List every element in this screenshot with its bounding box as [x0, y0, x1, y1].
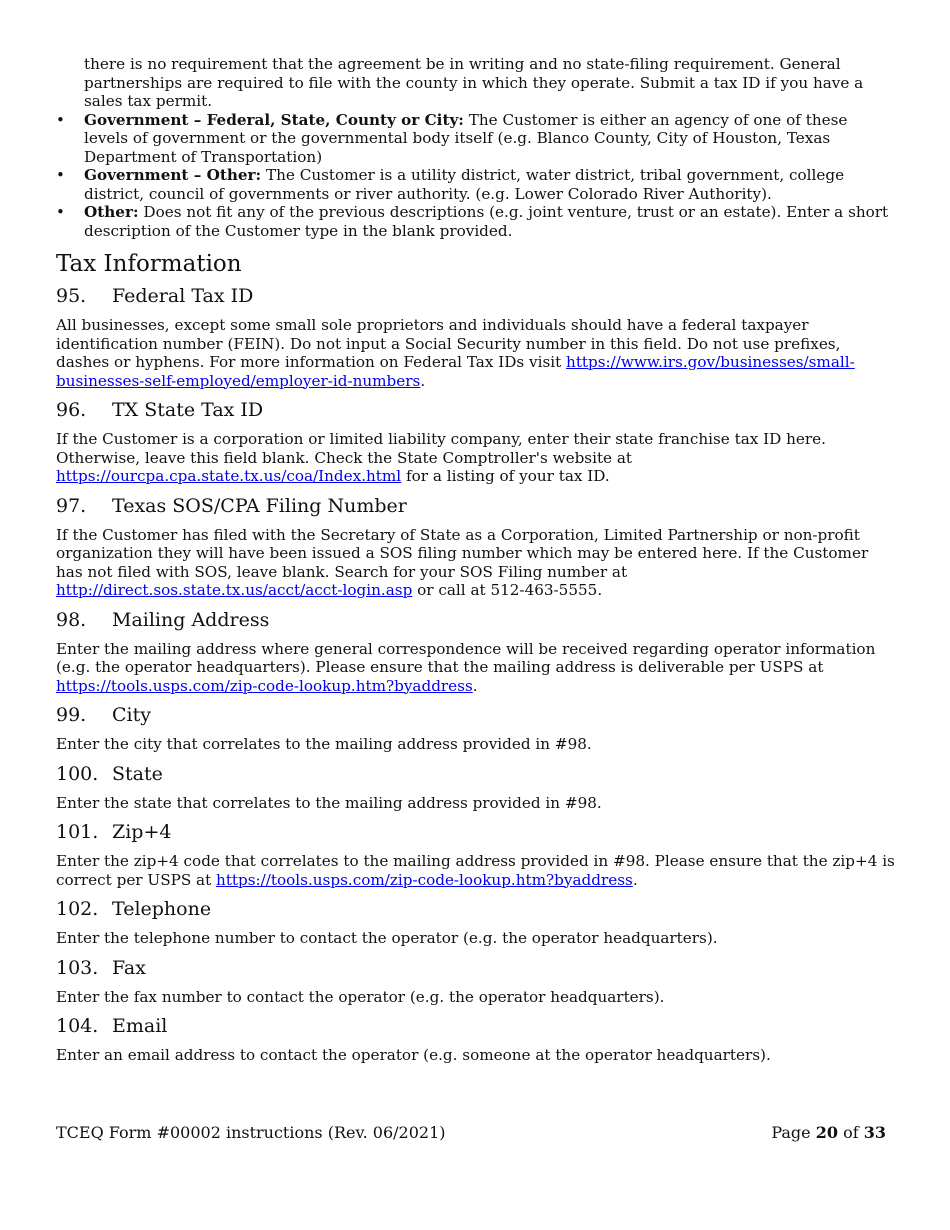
section-title	[56, 898, 896, 921]
section-102	[56, 898, 896, 948]
section-body: Enter the telephone number to contact the operator (e.g. the operator headquarters).	[56, 929, 718, 947]
section-number: 97.	[56, 494, 87, 517]
section-number: 98.	[56, 608, 87, 631]
page-footer	[56, 1123, 886, 1142]
list-item-text: The Customer is a utility district, water district, tribal government, college district, council of governments or river authority. (e.g. Lower Colorado River Authority).	[84, 166, 845, 203]
section-body: Enter the state that correlates to the mailing address provided in #98.	[56, 793, 602, 812]
section-number: 99.	[56, 704, 87, 726]
usps-lookup-link[interactable]: https://tools.usps.com/zip-code-lookup.htm?byaddress	[56, 676, 473, 695]
section-body: Enter an email address to contact the operator (e.g. someone at the operator headquarters).	[56, 1046, 771, 1064]
section-body	[56, 852, 896, 889]
section-body	[56, 316, 896, 390]
section-title	[56, 763, 896, 786]
section-97	[56, 495, 896, 600]
section-title-text: Federal Tax ID	[112, 285, 254, 307]
body-text: .	[632, 870, 638, 889]
body-text: for a listing of your tax ID.	[401, 467, 610, 485]
intro-continuation: there is no requirement that the agreement be in writing and no state-filing requirement. General partnerships are required to file with the county in which they operate. Submit a tax ID if you have a sales tax permit.	[84, 55, 864, 110]
document-page	[56, 55, 896, 1074]
list-item-text: Does not fit any of the previous descriptions (e.g. joint venture, trust or an estate). Enter a short description of the Customer type in the blank provided.	[84, 203, 889, 240]
section-title-text: State	[112, 762, 163, 785]
comptroller-link[interactable]: https://ourcpa.cpa.state.tx.us/coa/Index.html	[56, 467, 402, 485]
section-body	[56, 640, 896, 696]
section-number: 95.	[56, 285, 87, 307]
list-item-term: Government – Federal, State, County or City:	[84, 110, 464, 129]
list-item	[56, 166, 896, 203]
section-title	[56, 399, 896, 422]
list-item	[56, 111, 896, 167]
section-title	[56, 1015, 896, 1038]
section-title-text: Texas SOS/CPA Filing Number	[112, 494, 407, 517]
section-title	[56, 821, 896, 844]
form-revision: TCEQ Form #00002 instructions (Rev. 06/2021)	[56, 1123, 446, 1142]
irs-ein-link[interactable]: https://www.irs.gov/businesses/small-businesses-self-employed/employer-id-numbers	[56, 353, 855, 390]
section-body	[56, 526, 896, 600]
section-title-text: Fax	[112, 956, 146, 979]
body-text: .	[472, 676, 478, 695]
section-number: 103.	[56, 956, 99, 979]
body-text: or call at 512-463-5555.	[412, 581, 603, 599]
section-103	[56, 957, 896, 1007]
section-98	[56, 609, 896, 696]
section-title-text: Zip+4	[112, 821, 172, 843]
list-item	[56, 203, 896, 240]
section-title	[56, 609, 896, 632]
usps-lookup-link[interactable]: https://tools.usps.com/zip-code-lookup.htm?byaddress	[216, 870, 633, 889]
section-body: Enter the city that correlates to the mailing address provided in #98.	[56, 735, 592, 753]
section-number: 101.	[56, 821, 99, 843]
section-100	[56, 763, 896, 813]
section-title-text: Telephone	[112, 898, 212, 920]
section-101	[56, 821, 896, 889]
body-text: Enter the mailing address where general correspondence will be received regarding operator information (e.g. the operator headquarters). Please ensure that the mailing address is deliverable per USPS at	[56, 639, 876, 676]
page-word: Page	[771, 1123, 816, 1142]
section-heading-tax-information: Tax Information	[56, 251, 242, 277]
list-item-term: Other:	[84, 203, 139, 221]
section-number: 100.	[56, 762, 99, 785]
list-item-term: Government – Other:	[84, 166, 262, 184]
body-text: If the Customer is a corporation or limited liability company, enter their state franchise tax ID here. Otherwise, leave this field blank. Check the State Comptroller's website at	[56, 430, 826, 467]
total-pages: 33	[863, 1123, 886, 1142]
section-title-text: Email	[112, 1015, 168, 1037]
section-96	[56, 399, 896, 486]
section-99	[56, 704, 896, 754]
section-95	[56, 285, 896, 390]
current-page: 20	[815, 1123, 838, 1142]
section-number: 102.	[56, 898, 99, 920]
section-title	[56, 704, 896, 727]
section-body: Enter the fax number to contact the operator (e.g. the operator headquarters).	[56, 987, 665, 1006]
section-104	[56, 1015, 896, 1065]
body-text: Enter the zip+4 code that correlates to the mailing address provided in #98. Please ensure that the zip+4 is correct per USPS at	[56, 852, 895, 889]
body-text: All businesses, except some small sole proprietors and individuals should have a federal taxpayer identification number (FEIN). Do not input a Social Security number in this field. Do not use prefixes, dashes or hyphens. For more information on Federal Tax IDs visit	[56, 316, 841, 371]
page-number	[771, 1123, 886, 1142]
section-body	[56, 430, 896, 486]
section-title	[56, 957, 896, 980]
body-text: .	[420, 371, 426, 390]
section-number: 96.	[56, 399, 87, 421]
section-number: 104.	[56, 1015, 99, 1037]
section-title	[56, 495, 896, 518]
section-title-text: TX State Tax ID	[112, 399, 264, 421]
section-title-text: City	[112, 704, 151, 726]
section-title	[56, 285, 896, 308]
section-title-text: Mailing Address	[112, 608, 270, 631]
customer-type-list	[56, 111, 896, 241]
sos-login-link[interactable]: http://direct.sos.state.tx.us/acct/acct-login.asp	[56, 581, 413, 599]
list-item-text: The Customer is either an agency of one of these levels of government or the governmental body itself (e.g. Blanco County, City of Houston, Texas Department of Transportation)	[84, 110, 848, 166]
body-text: If the Customer has filed with the Secretary of State as a Corporation, Limited Partnership or non-profit organization they will have been issued a SOS filing number which may be entered here. If the Customer has not filed with SOS, leave blank. Search for your SOS Filing number at	[56, 525, 869, 581]
of-word: of	[838, 1123, 864, 1142]
